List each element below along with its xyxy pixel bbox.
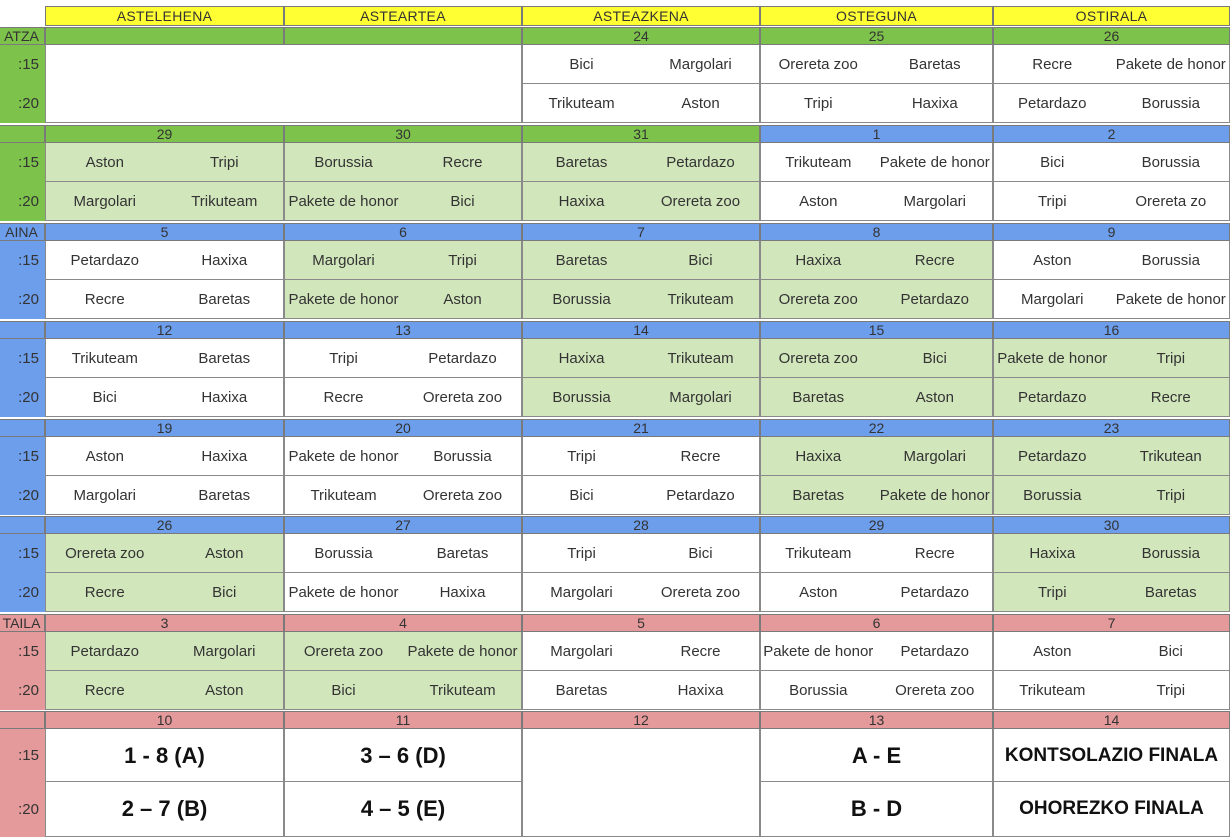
team-name: Aston	[1033, 252, 1072, 269]
team-name: Bici	[569, 56, 594, 73]
date-cell: 31	[522, 125, 760, 143]
team-name: Tripi	[567, 448, 596, 465]
date-cell: 27	[284, 516, 522, 534]
team-name: Baretas	[555, 252, 608, 269]
team-name: Borussia	[789, 682, 848, 699]
team-name: Orereta zoo	[660, 193, 741, 210]
team-name: Trikuteam	[71, 350, 138, 367]
date-cell	[45, 27, 284, 45]
team-name: Orereta zoo	[422, 487, 503, 504]
week-label: TAILA	[0, 614, 45, 632]
date-cell: 29	[760, 516, 993, 534]
team-name: Aston	[85, 448, 124, 465]
team-name: Baretas	[436, 545, 489, 562]
week-label: AINA	[0, 223, 45, 241]
team-name: Margolari	[73, 487, 137, 504]
team-name: Haxixa	[201, 448, 248, 465]
team-name: Borussia	[1141, 95, 1200, 112]
team-name: Bici	[569, 487, 594, 504]
team-name: Petardazo	[1018, 95, 1087, 112]
team-name: Orereta zoo	[303, 643, 384, 660]
team-name: Bici	[688, 252, 713, 269]
team-name: Haxixa	[911, 95, 958, 112]
team-name: Borussia	[552, 291, 611, 308]
team-name: Baretas	[198, 487, 251, 504]
final-match: 2 – 7 (B)	[121, 795, 208, 821]
team-name: Petardazo	[1018, 389, 1087, 406]
team-name: Orereta zoo	[778, 291, 858, 308]
date-cell: 14	[993, 711, 1230, 729]
date-cell: 22	[760, 419, 993, 437]
date-cell: 6	[284, 223, 522, 241]
team-name: Tripi	[209, 154, 239, 171]
team-name: Aston	[85, 154, 124, 171]
team-name: Recre	[914, 252, 955, 269]
team-name: Haxixa	[795, 448, 842, 465]
team-name: Pakete de honor	[407, 643, 518, 660]
date-cell: 28	[522, 516, 760, 534]
team-name: Borussia	[1023, 487, 1082, 504]
slot-label: :20	[0, 378, 45, 417]
date-cell: 7	[993, 614, 1230, 632]
date-cell: 26	[45, 516, 284, 534]
team-name: Aston	[1033, 643, 1072, 660]
team-name: Margolari	[1020, 291, 1084, 308]
team-name: Pakete de honor	[763, 643, 874, 660]
team-name: Margolari	[192, 643, 256, 660]
week-label	[0, 125, 45, 143]
team-name: Baretas	[792, 487, 845, 504]
slot-label: :15	[0, 143, 45, 182]
team-name: Tripi	[1037, 584, 1067, 601]
team-name: Bici	[450, 193, 475, 210]
date-cell: 24	[522, 27, 760, 45]
team-name: Petardazo	[666, 154, 735, 171]
team-name: Bici	[688, 545, 713, 562]
team-name: Aston	[915, 389, 954, 406]
date-cell: 4	[284, 614, 522, 632]
team-name: Petardazo	[900, 643, 969, 660]
team-name: Orereta zoo	[422, 389, 503, 406]
team-name: Trikuteam	[667, 291, 734, 308]
team-name: Tripi	[329, 350, 358, 367]
team-name: Margolari	[669, 56, 732, 73]
team-name: Borussia	[1141, 154, 1200, 171]
team-name: Haxixa	[795, 252, 842, 269]
team-name: Aston	[799, 193, 838, 210]
empty-block	[45, 45, 522, 123]
team-name: Aston	[205, 545, 244, 562]
team-name: Orereta zo	[1135, 193, 1207, 210]
week-label	[0, 419, 45, 437]
final-match	[526, 782, 756, 835]
slot-label: :20	[0, 182, 45, 221]
day-header: OSTIRALA	[993, 6, 1230, 26]
team-name: Pakete de honor	[1115, 56, 1226, 73]
team-name: Margolari	[550, 643, 613, 660]
team-name: Bici	[92, 389, 117, 406]
team-name: Trikuteam	[667, 350, 734, 367]
date-cell: 12	[522, 711, 760, 729]
team-name: Recre	[84, 291, 125, 308]
team-name: Aston	[205, 682, 244, 699]
slot-label: :20	[0, 280, 45, 319]
team-name: Tripi	[567, 545, 596, 562]
slot-label: :20	[0, 671, 45, 710]
team-name: Haxixa	[201, 389, 248, 406]
final-match: 3 – 6 (D)	[360, 742, 446, 768]
team-name: Bici	[922, 350, 947, 367]
team-name: Bici	[1040, 154, 1065, 171]
date-cell: 19	[45, 419, 284, 437]
date-cell: 5	[522, 614, 760, 632]
team-name: Haxixa	[558, 193, 605, 210]
team-name: Recre	[1032, 56, 1073, 73]
team-name: Orereta zoo	[895, 682, 975, 699]
team-name: Trikuteam	[785, 545, 852, 562]
team-name: Recre	[914, 545, 955, 562]
team-name: Petardazo	[70, 252, 139, 269]
team-name: Margolari	[312, 252, 375, 269]
date-cell: 10	[45, 711, 284, 729]
team-name: Tripi	[803, 95, 833, 112]
day-header: ASTELEHENA	[45, 6, 284, 26]
date-cell: 13	[760, 711, 993, 729]
team-name: Baretas	[1144, 584, 1197, 601]
date-cell: 6	[760, 614, 993, 632]
slot-label: :15	[0, 632, 45, 671]
date-cell: 3	[45, 614, 284, 632]
team-name: Margolari	[669, 389, 732, 406]
team-name: Borussia	[552, 389, 611, 406]
day-header: OSTEGUNA	[760, 6, 993, 26]
team-name: Baretas	[908, 56, 961, 73]
team-name: Margolari	[903, 448, 967, 465]
team-name: Borussia	[1141, 545, 1200, 562]
team-name: Haxixa	[1029, 545, 1076, 562]
team-name: Tripi	[1037, 193, 1067, 210]
team-name: Borussia	[314, 154, 373, 171]
final-match	[526, 729, 756, 782]
team-name: Trikuteam	[1019, 682, 1086, 699]
date-cell: 13	[284, 321, 522, 339]
team-name: Borussia	[314, 545, 373, 562]
date-cell: 11	[284, 711, 522, 729]
day-header: ASTEAZKENA	[522, 6, 760, 26]
team-name: Trikuteam	[191, 193, 258, 210]
team-name: Haxixa	[677, 682, 724, 699]
slot-label: :15	[0, 339, 45, 378]
team-name: Margolari	[73, 193, 137, 210]
team-name: Haxixa	[201, 252, 248, 269]
team-name: Baretas	[198, 350, 251, 367]
team-name: Orereta zoo	[660, 584, 741, 601]
final-match: OHOREZKO FINALA	[1019, 797, 1204, 819]
team-name: Recre	[84, 682, 125, 699]
team-name: Orereta zoo	[65, 545, 145, 562]
date-cell: 25	[760, 27, 993, 45]
team-name: Trikuteam	[785, 154, 852, 171]
team-name: Recre	[323, 389, 364, 406]
team-name: Margolari	[903, 193, 967, 210]
date-cell: 8	[760, 223, 993, 241]
team-name: Trikuteam	[310, 487, 377, 504]
team-name: Recre	[680, 643, 721, 660]
date-cell: 16	[993, 321, 1230, 339]
team-name: Pakete de honor	[288, 291, 399, 308]
team-name: Tripi	[1156, 682, 1186, 699]
date-cell: 30	[284, 125, 522, 143]
team-name: Tripi	[448, 252, 477, 269]
team-name: Baretas	[555, 682, 608, 699]
team-name: Petardazo	[428, 350, 497, 367]
date-cell	[284, 27, 522, 45]
team-name: Petardazo	[900, 584, 969, 601]
date-cell: 26	[993, 27, 1230, 45]
date-cell: 21	[522, 419, 760, 437]
team-name: Pakete de honor	[288, 193, 399, 210]
slot-label: :15	[0, 437, 45, 476]
team-name: Baretas	[792, 389, 845, 406]
team-name: Pakete de honor	[879, 487, 990, 504]
team-name: Petardazo	[1018, 448, 1087, 465]
date-cell: 14	[522, 321, 760, 339]
team-name: Tripi	[1156, 350, 1186, 367]
final-match: KONTSOLAZIO FINALA	[1004, 744, 1219, 766]
team-name: Pakete de honor	[288, 584, 399, 601]
team-name: Pakete de honor	[288, 448, 399, 465]
team-name: Margolari	[550, 584, 613, 601]
team-name: Pakete de honor	[1115, 291, 1226, 308]
date-cell: 30	[993, 516, 1230, 534]
date-cell: 20	[284, 419, 522, 437]
date-cell: 9	[993, 223, 1230, 241]
team-name: Bici	[212, 584, 237, 601]
date-cell: 15	[760, 321, 993, 339]
slot-label: :15	[0, 45, 45, 84]
date-cell: 29	[45, 125, 284, 143]
date-cell: 23	[993, 419, 1230, 437]
date-cell: 2	[993, 125, 1230, 143]
week-label	[0, 711, 45, 729]
team-name: Haxixa	[558, 350, 605, 367]
team-name: Recre	[1150, 389, 1191, 406]
slot-label: :15	[0, 241, 45, 280]
final-match: 4 – 5 (E)	[360, 795, 446, 821]
team-name: Baretas	[198, 291, 251, 308]
slot-label: :20	[0, 476, 45, 515]
slot-label: :15	[0, 729, 45, 782]
final-match: A - E	[851, 742, 902, 768]
slot-label: :20	[0, 782, 45, 837]
team-name: Aston	[681, 95, 720, 112]
team-name: Borussia	[433, 448, 492, 465]
team-name: Borussia	[1141, 252, 1200, 269]
team-name: Trikutean	[1139, 448, 1202, 465]
day-header: ASTEARTEA	[284, 6, 522, 26]
team-name: Orereta zoo	[778, 56, 858, 73]
team-name: Bici	[1158, 643, 1183, 660]
date-cell: 1	[760, 125, 993, 143]
final-match: 1 - 8 (A)	[124, 742, 205, 768]
slot-label: :20	[0, 84, 45, 123]
final-match: B - D	[850, 795, 903, 821]
team-name: Petardazo	[900, 291, 969, 308]
week-label	[0, 321, 45, 339]
team-name: Petardazo	[70, 643, 139, 660]
team-name: Baretas	[555, 154, 608, 171]
team-name: Recre	[680, 448, 721, 465]
team-name: Aston	[799, 584, 838, 601]
team-name: Recre	[442, 154, 483, 171]
team-name: Trikuteam	[548, 95, 615, 112]
date-cell: 7	[522, 223, 760, 241]
team-name: Recre	[84, 584, 125, 601]
date-cell: 5	[45, 223, 284, 241]
slot-label: :15	[0, 534, 45, 573]
team-name: Aston	[443, 291, 482, 308]
team-name: Haxixa	[439, 584, 486, 601]
team-name: Pakete de honor	[997, 350, 1108, 367]
week-label: ATZA	[0, 27, 45, 45]
team-name: Bici	[331, 682, 356, 699]
team-name: Orereta zoo	[778, 350, 858, 367]
team-name: Trikuteam	[429, 682, 496, 699]
slot-label: :20	[0, 573, 45, 612]
week-label	[0, 516, 45, 534]
team-name: Pakete de honor	[879, 154, 990, 171]
team-name: Tripi	[1156, 487, 1186, 504]
date-cell: 12	[45, 321, 284, 339]
team-name: Petardazo	[666, 487, 735, 504]
